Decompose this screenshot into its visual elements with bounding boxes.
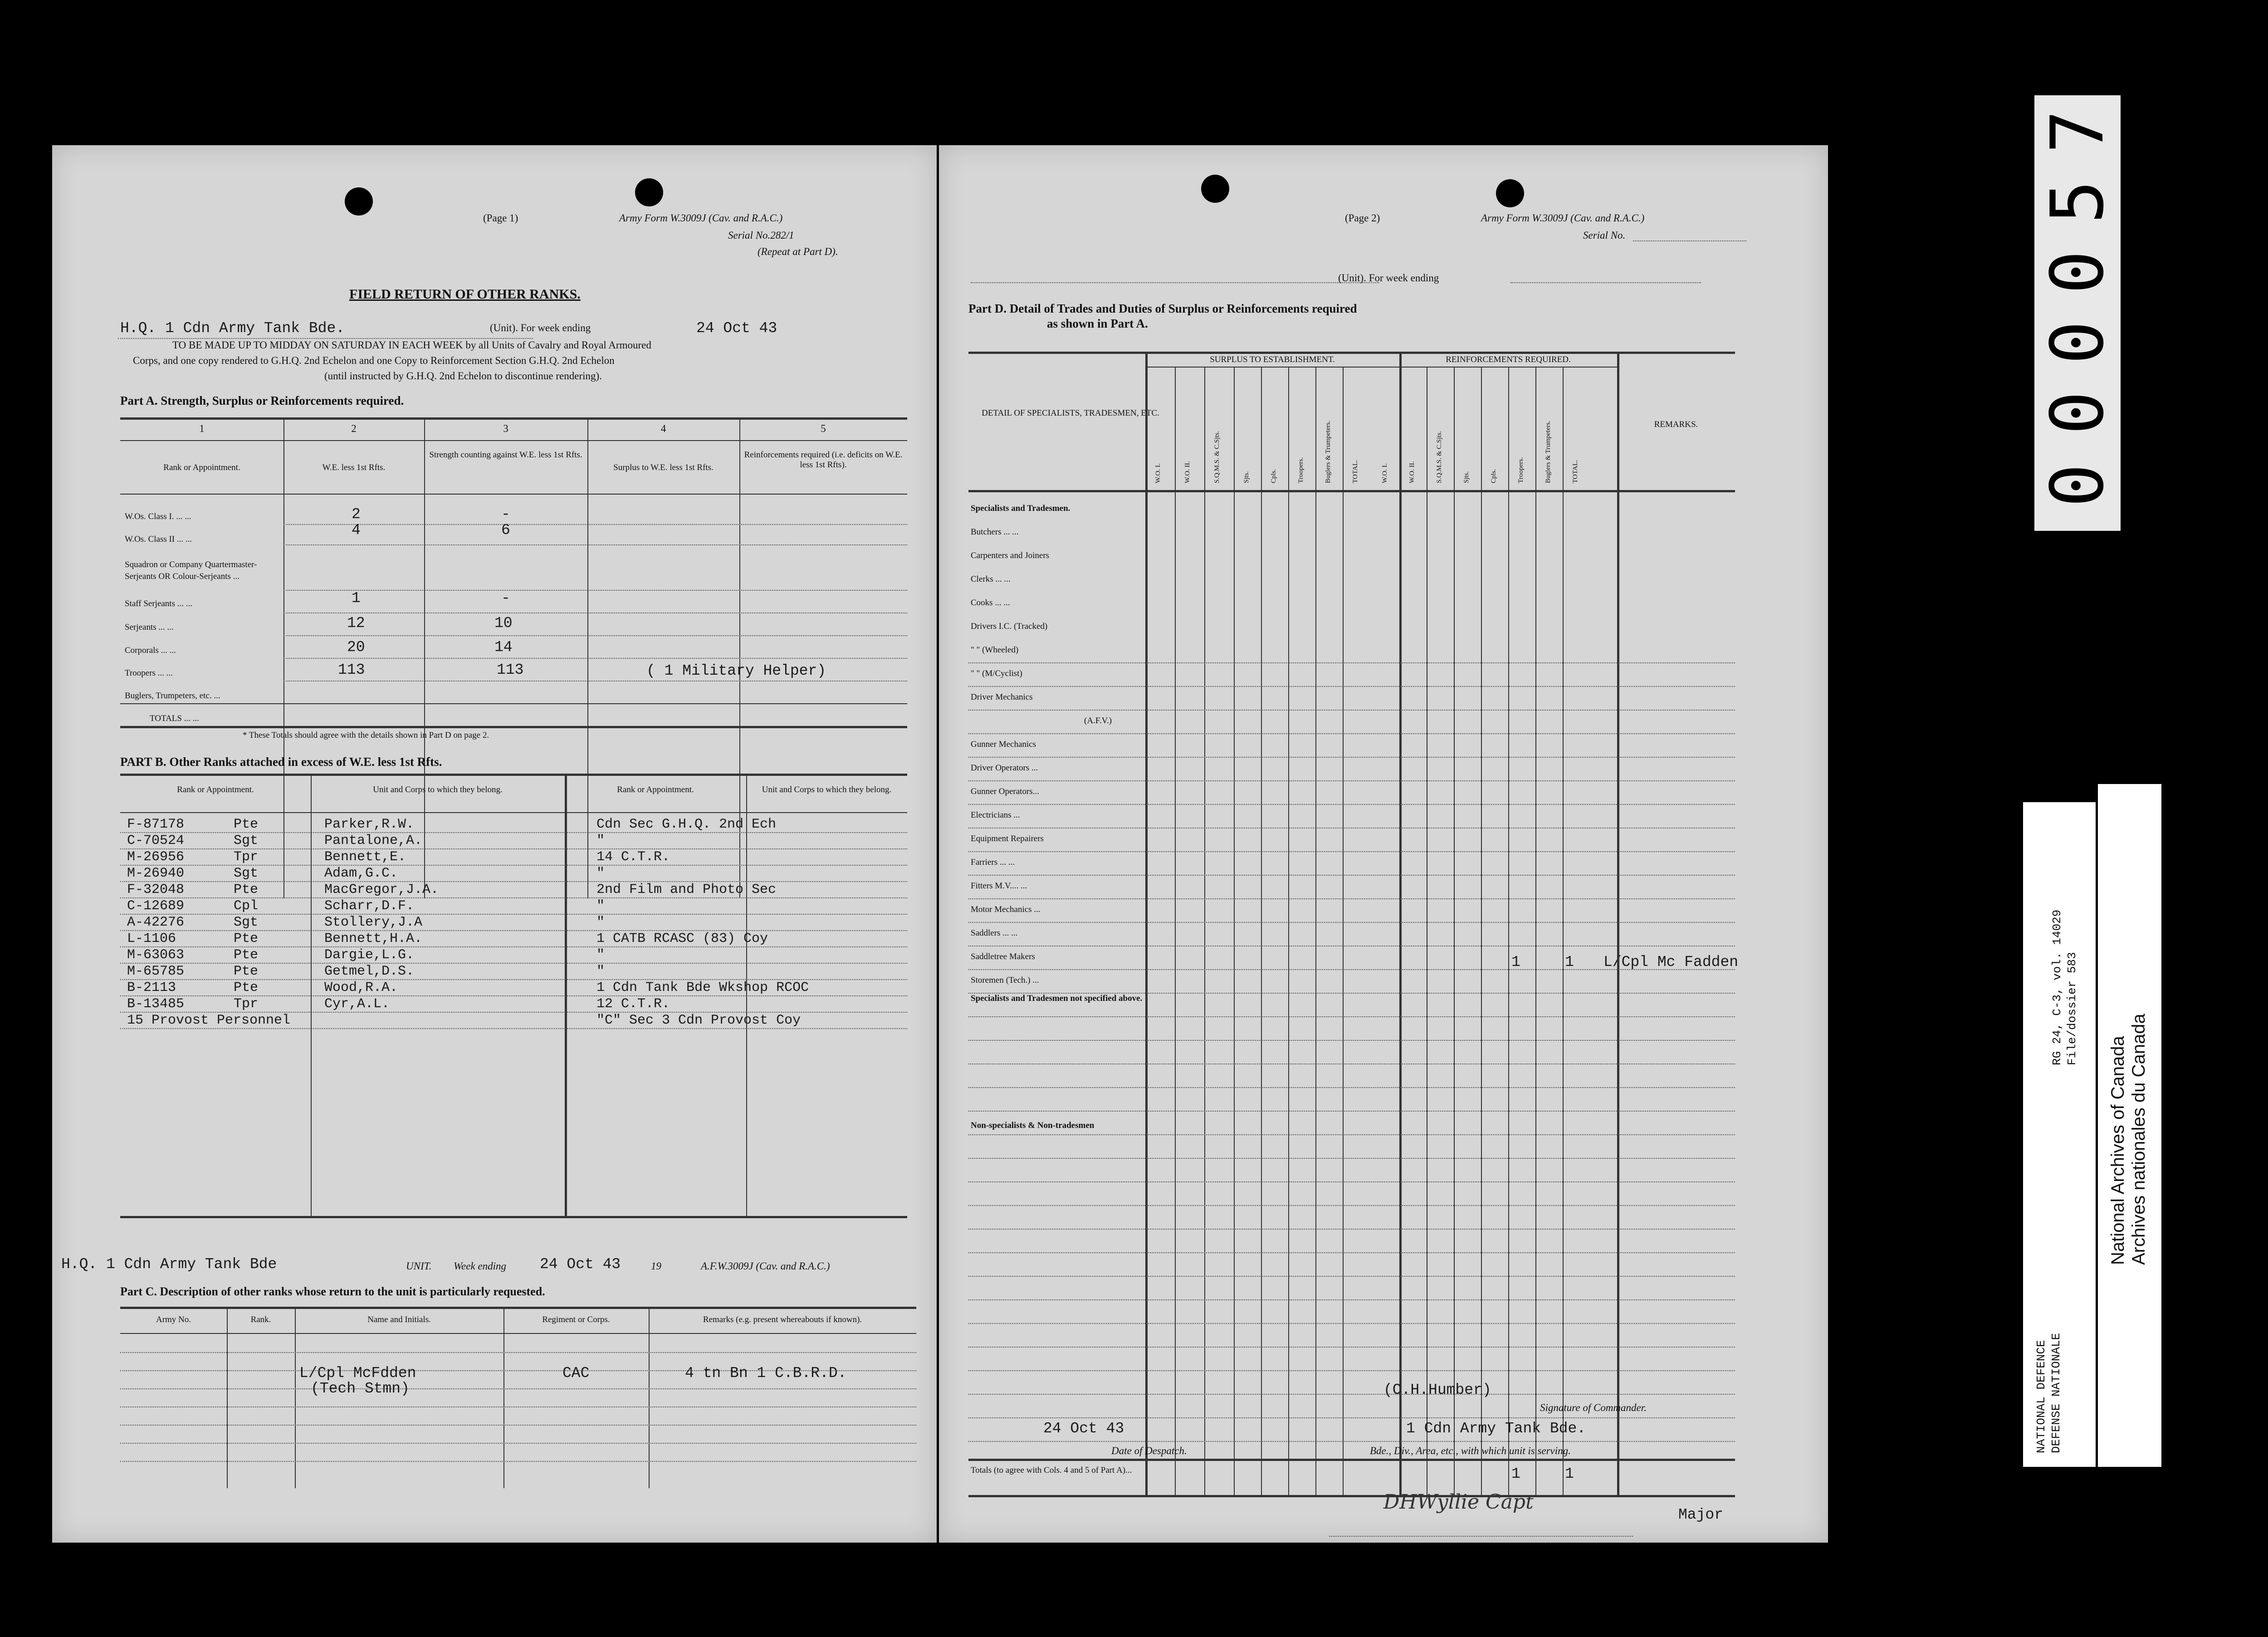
part-b-cell-rank: Pte [234,817,259,832]
col-header: Rank or Appointment. [617,785,694,794]
trade-label: Drivers I.C. (Tracked) [971,622,1048,631]
col-number: 1 [199,423,205,434]
strength-value: 10 [494,615,513,632]
part-c-week-label: Week ending [454,1260,507,1272]
week-ending-value: 24 Oct 43 [696,320,777,337]
form-title: FIELD RETURN OF OTHER RANKS. [349,287,581,302]
trade-label: Gunner Mechanics [971,740,1036,749]
part-b-cell-unit: " [596,866,605,881]
part-b-cell-no: A-42276 [127,915,185,930]
we-value: 113 [338,662,365,678]
sub-col-header: TOTAL. [1352,460,1359,483]
trade-label: Driver Operators ... [971,763,1038,773]
trade-label: Fitters M.V.... ... [971,881,1027,891]
trade-label: Motor Mechanics ... [971,905,1041,914]
part-b-cell-rank: Tpr [234,996,259,1012]
serial-number: Serial No.282/1 [728,230,794,241]
part-b-cell-name: MacGregor,J.A. [324,882,439,897]
sub-col-header: W.O. I. [1381,463,1388,483]
commander-label: Signature of Commander. [1540,1402,1647,1413]
part-b-cell-rank: Cpl [234,898,259,914]
sub-col-header: Buglers & Trumpeters. [1325,421,1332,483]
sub-col-header: TOTAL. [1572,460,1579,483]
part-b-cell-unit: 14 C.T.R. [596,849,670,865]
totals-label: TOTALS ... ... [150,714,199,723]
col-header: Strength counting against W.E. less 1st Rfts. [429,450,582,460]
part-b-heading: PART B. Other Ranks attached in excess of W.E. less 1st Rfts. [120,755,442,769]
part-b-cell-rank: Pte [234,980,259,995]
col-header: Remarks (e.g. present whereabouts if known). [703,1315,862,1324]
col-header: Army No. [156,1315,191,1324]
trade-label: Farriers ... ... [971,858,1015,867]
sub-col-header: S.Q.M.S. & C.Sjts. [1436,431,1443,483]
part-b-cell-name: Wood,R.A. [324,980,398,995]
col-header: Rank. [250,1315,271,1324]
storemen-remarks: L/Cpl Mc Fadden [1603,954,1739,970]
storemen-total: 1 [1565,954,1574,970]
part-b-cell-rank: Tpr [234,849,259,865]
part-c-week-value: 24 Oct 43 [540,1256,621,1273]
formation-label: Bde., Div., Area, etc., with which unit is serving. [1370,1445,1571,1456]
sub-col-header: Buglers & Trumpeters. [1545,421,1552,483]
commander-name: (C.H.Humber) [1383,1382,1491,1398]
part-b-cell-name: Scharr,D.F. [324,898,415,914]
strength-value: - [501,590,510,607]
stamp-digit: 0 [2035,320,2120,365]
part-b-cell-unit: 1 Cdn Tank Bde Wkshop RCOC [596,980,809,995]
trade-label: Gunner Operators... [971,787,1039,796]
strength-value: - [501,506,510,523]
despatch-date: 24 Oct 43 [1043,1420,1124,1437]
part-b-cell-unit: Cdn Sec G.H.Q. 2nd Ech [596,817,777,832]
part-b-cell-unit: " [596,833,605,848]
part-b-cell-unit: " [596,915,605,930]
storemen-troopers: 1 [1511,954,1520,970]
part-b-cell-name: Adam,G.C. [324,866,398,881]
archive-ref-line: File/dossier 583 [2065,952,2079,1065]
col-number: 2 [351,423,357,434]
part-b-cell-no: M-26956 [127,849,185,865]
rank-label: Troopers ... ... [125,668,173,678]
totals-footnote: * These Totals should agree with the details shown in Part D on page 2. [243,730,489,740]
part-b-cell-unit: 2nd Film and Photo Sec [596,882,777,897]
page-label: (Page 1) [483,212,518,224]
trade-label: Totals (to agree with Cols. 4 and 5 of Part A)... [971,1465,1132,1475]
trade-label: Butchers ... ... [971,527,1019,537]
col-header: Reinforcements required (i.e. deficits on W.E. less 1st Rfts). [744,450,903,470]
sub-col-header: W.O. I. [1154,463,1162,483]
part-b-cell-no: B-13485 [127,996,185,1012]
punch-hole [1496,179,1524,207]
detail-header: DETAIL OF SPECIALISTS, TRADESMEN, ETC. [982,408,1159,418]
part-b-cell-rank: Pte [234,931,259,946]
despatch-label: Date of Despatch. [1111,1445,1187,1456]
stamp-digit: 5 [2035,180,2120,224]
archive-dept-line: DEFENSE NATIONALE [2049,1333,2063,1453]
part-b-cell-no: M-26940 [127,866,185,881]
remarks-header: REMARKS. [1654,420,1698,429]
part-b-cell-rank: Pte [234,964,259,979]
part-c-sub: (Tech Stmn) [311,1380,410,1397]
reinf-header: REINFORCEMENTS REQUIRED. [1446,355,1571,364]
trade-label: " " (M/Cyclist) [971,669,1022,678]
trade-label: (A.F.V.) [1084,716,1112,725]
col-header: Regiment or Corps. [542,1315,610,1324]
unit-value: H.Q. 1 Cdn Army Tank Bde. [120,320,345,337]
part-b-cell-name: Stollery,J.A [324,915,423,930]
trade-label: Saddlers ... ... [971,928,1018,938]
archive-ref-strip [2023,802,2096,1467]
part-c-unit-label: UNIT. [406,1260,432,1272]
part-b-cell-unit: 1 CATB RCASC (83) Coy [596,931,768,946]
archive-ref-line: RG 24, C-3, vol. 14029 [2050,909,2064,1065]
rank-label: Serjeants ... ... [125,622,174,632]
part-b-cell-no: F-87178 [127,817,185,832]
part-b-cell-name: Getmel,D.S. [324,964,415,979]
form-label: Army Form W.3009J (Cav. and R.A.C.) [1481,212,1645,224]
col-number: 4 [660,423,666,434]
part-b-cell-name: Bennett,H.A. [324,931,423,946]
we-value: 4 [352,522,361,539]
we-value: 12 [347,615,365,632]
sub-col-header: W.O. II. [1408,461,1416,483]
rank-label: Buglers, Trumpeters, etc. ... [125,691,220,701]
part-a-heading: Part A. Strength, Surplus or Reinforcements required. [120,394,404,407]
part-b-cell-unit: 12 C.T.R. [596,996,670,1012]
part-b-cell-no: M-65785 [127,964,185,979]
part-b-cell-rank: Sgt [234,915,259,930]
document-number-stamp [2034,95,2121,531]
page-label: (Page 2) [1345,212,1380,224]
strength-value: 14 [494,639,513,656]
part-b-cell-name: Cyr,A.L. [324,996,390,1012]
part-b-cell-rank: Sgt [234,833,259,848]
rank-label: W.Os. Class II ... ... [125,534,192,544]
totals-total: 1 [1565,1465,1574,1482]
rank-label: W.Os. Class I. ... ... [125,512,191,521]
strength-value: 6 [501,522,510,539]
part-b-cell-name: Bennett,E. [324,849,406,865]
col-number: 5 [821,423,826,434]
part-b-cell-unit: " [596,898,605,914]
trade-label: " " (Wheeled) [971,645,1019,655]
trade-label: Specialists and Tradesmen. [971,504,1070,513]
part-c-heading: Part C. Description of other ranks whose return to the unit is particularly requested. [120,1285,545,1298]
instruction-line: Corps, and one copy rendered to G.H.Q. 2nd Echelon and one Copy to Reinforcement Section G.H.Q. 2nd Echelon [133,355,615,366]
trade-label: Driver Mechanics [971,692,1033,702]
punch-hole [345,187,373,216]
part-c-form-label: A.F.W.3009J (Cav. and R.A.C.) [701,1260,830,1272]
sub-col-header: Cpls. [1270,469,1277,483]
trade-label: Electricians ... [971,810,1020,820]
col-header: W.E. less 1st Rfts. [322,463,386,472]
unit-label: (Unit). For week ending [490,322,591,333]
archive-main-label [2098,784,2161,1467]
serial-label: Serial No. [1583,230,1626,241]
we-value: 20 [347,639,365,656]
trade-label: Clerks ... ... [971,574,1011,584]
sub-col-header: Cpls. [1490,469,1497,483]
trade-label: Saddletree Makers [971,952,1035,961]
part-b-cell-name: Dargie,L.G. [324,947,415,963]
surplus-header: SURPLUS TO ESTABLISHMENT. [1210,355,1335,364]
trade-label: Specialists and Tradesmen not specified above. [971,994,1143,1003]
instruction-line: (until instructed by G.H.Q. 2nd Echelon to discontinue rendering). [324,370,602,382]
part-c-rank-name: L/Cpl McFdden [299,1365,416,1382]
signature-rank: Major [1678,1506,1724,1523]
part-b-cell-unit: " [596,964,605,979]
col-header: Surplus to W.E. less 1st Rfts. [613,463,714,472]
part-b-cell-no: C-12689 [127,898,185,914]
part-c-unit: H.Q. 1 Cdn Army Tank Bde [61,1256,277,1273]
col-header: Unit and Corps to which they belong. [373,785,503,794]
sub-col-header: Sjts. [1243,471,1250,483]
part-c-year-suffix: 19 [651,1260,661,1272]
archive-name-fr: Archives nationales du Canada [2129,1014,2149,1265]
we-value: 2 [352,506,361,523]
repeat-note: (Repeat at Part D). [758,246,838,257]
part-b-cell-no: L-1106 [127,931,176,946]
surplus-value: ( 1 Military Helper) [646,662,826,679]
sub-col-header: W.O. II. [1184,461,1191,483]
page-1-sheet [52,145,937,1543]
punch-hole [1201,175,1229,203]
col-header: Unit and Corps to which they belong. [762,785,892,794]
trade-label: Carpenters and Joiners [971,551,1050,560]
part-b-cell-no: C-70524 [127,833,185,848]
col-header: Rank or Appointment. [177,785,254,794]
rank-label: Corporals ... ... [125,646,176,655]
rank-label: Staff Serjeants ... ... [125,599,192,608]
formation: 1 Cdn Army Tank Bde. [1406,1420,1586,1437]
stamp-digit: 7 [2035,109,2120,154]
part-c-corps: CAC [562,1365,590,1382]
part-b-cell-unit: "C" Sec 3 Cdn Provost Coy [596,1013,801,1028]
page-2-sheet [939,145,1828,1543]
part-c-remarks: 4 tn Bn 1 C.B.R.D. [685,1365,847,1382]
trade-label: Storemen (Tech.) ... [971,975,1039,985]
punch-hole [635,178,663,206]
commander-signature: DHWyllie Capt [1383,1490,1534,1514]
col-number: 3 [503,423,508,434]
trade-label: Equipment Repairers [971,834,1044,843]
part-b-cell-no: M-63063 [127,947,185,963]
stamp-digit: 0 [2035,250,2120,294]
part-d-sub: as shown in Part A. [1047,317,1148,330]
col-header: Rank or Appointment. [163,463,240,472]
part-b-cell-name: Parker,R.W. [324,817,415,832]
totals-troopers: 1 [1511,1465,1520,1482]
unit-line: (Unit). For week ending [1338,272,1439,284]
instruction-line: TO BE MADE UP TO MIDDAY ON SATURDAY IN EACH WEEK by all Units of Cavalry and Royal Armoured [172,339,651,351]
part-b-cell-rank: Sgt [234,866,259,881]
part-d-heading: Part D. Detail of Trades and Duties of Surplus or Reinforcements required [968,302,1357,315]
part-b-cell-rank: Pte [234,947,259,963]
strength-value: 113 [497,662,524,678]
stamp-digit: 0 [2035,391,2120,435]
sub-col-header: Troopers. [1297,457,1305,483]
sub-col-header: S.Q.M.S. & C.Sjts. [1213,431,1221,483]
trade-label: Cooks ... ... [971,598,1010,608]
we-value: 1 [352,590,361,607]
col-header: Name and Initials. [367,1315,431,1324]
sub-col-header: Troopers. [1517,457,1525,483]
stamp-digit: 0 [2035,463,2120,508]
part-b-cell-rank: Pte [234,882,259,897]
part-b-cell-unit: " [596,947,605,963]
archive-name-en: National Archives of Canada [2108,1036,2128,1265]
rank-label: Squadron or Company Quartermaster-Serjeants OR Colour-Serjeants ... [125,560,257,581]
form-label: Army Form W.3009J (Cav. and R.A.C.) [619,212,783,224]
sub-col-header: Sjts. [1463,471,1470,483]
trade-label: Non-specialists & Non-tradesmen [971,1121,1095,1130]
part-b-cell-no: B-2113 [127,980,176,995]
part-b-cell-name: Pantalone,A. [324,833,423,848]
part-b-cell-no: F-32048 [127,882,185,897]
archive-dept-line: NATIONAL DEFENCE [2034,1340,2048,1453]
part-b-cell-no: 15 Provost Personnel [127,1013,291,1028]
